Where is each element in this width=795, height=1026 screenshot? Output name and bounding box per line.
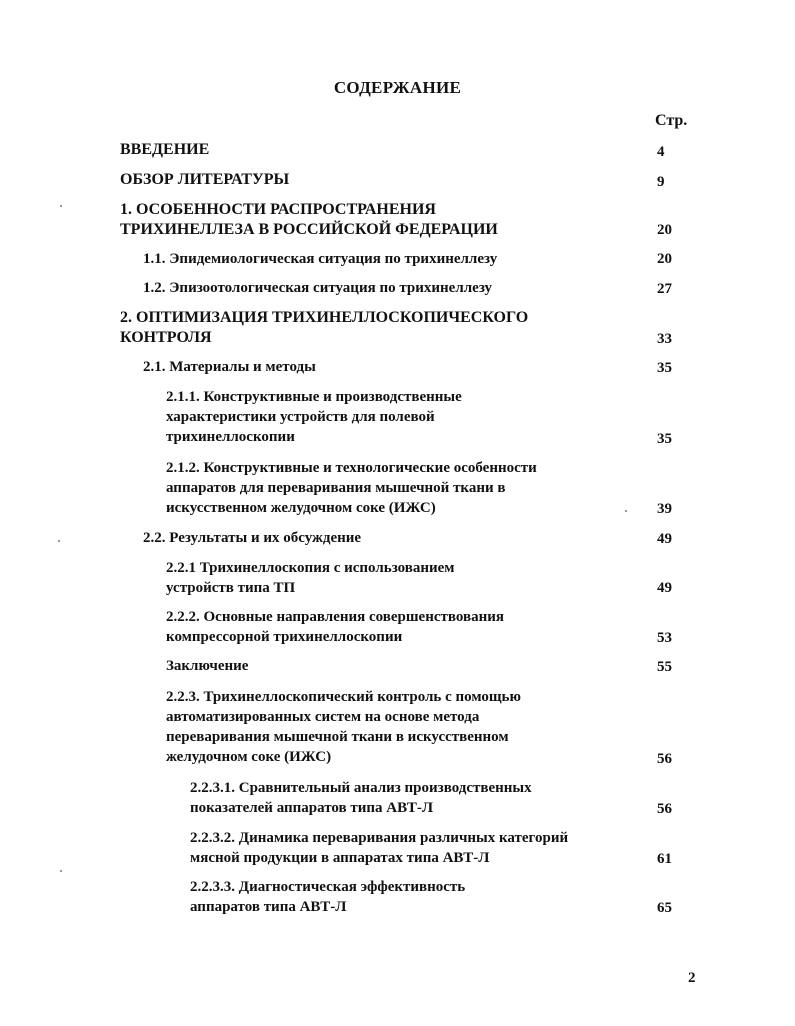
- toc-entry-chapter-2: [120, 308, 528, 348]
- toc-entry-text: 1.1. Эпидемиологическая ситуация по трихинеллезу: [143, 251, 498, 267]
- toc-entry-1-1: [143, 249, 497, 269]
- toc-entry-text: КОНТРОЛЯ: [120, 329, 212, 346]
- toc-page-number: 49: [657, 531, 672, 547]
- scan-speck: [60, 205, 62, 207]
- toc-page-number: 20: [657, 251, 672, 267]
- toc-entry-text: ТРИХИНЕЛЛЕЗА В РОССИЙСКОЙ ФЕДЕРАЦИИ: [120, 221, 498, 238]
- toc-page-number: 27: [657, 281, 672, 297]
- toc-page-number: 33: [657, 331, 672, 347]
- toc-entry-text: ОБЗОР ЛИТЕРАТУРЫ: [120, 171, 290, 188]
- scan-speck: [625, 510, 627, 512]
- toc-entry-text: 2.1. Материалы и методы: [143, 359, 316, 375]
- toc-entry-literature-review: [120, 170, 289, 190]
- toc-entry-text: аппаратов типа АВТ-Л: [190, 899, 347, 915]
- toc-entry-text: 2.2.2. Основные направления совершенствования: [166, 609, 505, 625]
- toc-entry-2-1-1: [166, 387, 462, 447]
- scan-speck: [60, 870, 62, 872]
- toc-entry-2-2-3-1: [190, 778, 532, 818]
- toc-entry-text: ВВЕДЕНИЕ: [120, 141, 210, 158]
- document-title: СОДЕРЖАНИЕ: [333, 78, 462, 97]
- toc-entry-text: компрессорной трихинеллоскопии: [166, 629, 403, 645]
- toc-page-number: 53: [657, 630, 672, 646]
- toc-entry-text: 1. ОСОБЕННОСТИ РАСПРОСТРАНЕНИЯ: [120, 201, 436, 218]
- toc-page-number: 39: [657, 501, 672, 517]
- toc-entry-text: устройств типа ТП: [166, 580, 296, 596]
- toc-entry-text: 2.2.3. Трихинеллоскопический контроль с помощью: [166, 689, 521, 705]
- toc-page-number: 20: [657, 222, 672, 238]
- toc-entry-text: характеристики устройств для полевой: [166, 409, 435, 425]
- toc-page-number: 35: [657, 360, 672, 376]
- toc-entry-text: 2.2. Результаты и их обсуждение: [143, 530, 362, 546]
- toc-entry-conclusion: [166, 656, 248, 676]
- toc-page-number: 56: [657, 801, 672, 817]
- toc-page-number: 4: [657, 144, 665, 160]
- toc-page-number: 56: [657, 751, 672, 767]
- page-number: 2: [688, 970, 696, 986]
- toc-entry-text: мясной продукции в аппаратах типа АВТ-Л: [190, 850, 490, 866]
- toc-entry-chapter-1: [120, 200, 498, 240]
- toc-entry-text: 2.2.3.1. Сравнительный анализ производственных: [190, 780, 532, 796]
- toc-entry-text: 2.2.3.2. Динамика переваривания различных категорий: [190, 830, 569, 846]
- toc-entry-text: 2.1.2. Конструктивные и технологические особенности: [166, 460, 537, 476]
- toc-entry-text: 1.2. Эпизоотологическая ситуация по трихинеллезу: [143, 280, 493, 296]
- toc-entry-text: 2.2.1 Трихинеллоскопия с использованием: [166, 560, 455, 576]
- toc-entry-2-1-2: [166, 458, 537, 518]
- toc-page-number: 65: [657, 900, 672, 916]
- toc-page-number: 61: [657, 851, 672, 867]
- toc-entry-text: автоматизированных систем на основе метода: [166, 709, 480, 725]
- page-column-header: Стр.: [655, 112, 688, 129]
- toc-entry-2-1: [143, 357, 316, 377]
- toc-entry-text: трихинеллоскопии: [166, 429, 295, 445]
- toc-entry-2-2-3-3: [190, 877, 465, 917]
- toc-entry-introduction: [120, 140, 209, 160]
- toc-entry-2-2-2: [166, 607, 504, 647]
- toc-entry-text: желудочном соке (ИЖС): [166, 749, 332, 765]
- toc-page-number: 49: [657, 580, 672, 596]
- toc-entry-text: аппаратов для переваривания мышечной ткани в: [166, 480, 506, 496]
- toc-page-number: 35: [657, 431, 672, 447]
- scan-speck: [58, 540, 60, 542]
- toc-entry-2-2-1: [166, 558, 455, 598]
- toc-entry-text: 2.1.1. Конструктивные и производственные: [166, 389, 462, 405]
- toc-entry-text: переваривания мышечной ткани в искусственном: [166, 729, 509, 745]
- toc-entry-2-2: [143, 528, 361, 548]
- toc-page-number: 9: [657, 174, 665, 190]
- toc-page-number: 55: [657, 659, 672, 675]
- toc-entry-text: искусственном желудочном соке (ИЖС): [166, 500, 436, 516]
- toc-entry-text: 2. ОПТИМИЗАЦИЯ ТРИХИНЕЛЛОСКОПИЧЕСКОГО: [120, 309, 529, 326]
- toc-entry-text: показателей аппаратов типа АВТ-Л: [190, 800, 434, 816]
- toc-entry-text: Заключение: [166, 658, 249, 674]
- toc-entry-2-2-3: [166, 687, 521, 767]
- toc-entry-text: 2.2.3.3. Диагностическая эффективность: [190, 879, 466, 895]
- toc-entry-1-2: [143, 278, 492, 298]
- toc-entry-2-2-3-2: [190, 828, 568, 868]
